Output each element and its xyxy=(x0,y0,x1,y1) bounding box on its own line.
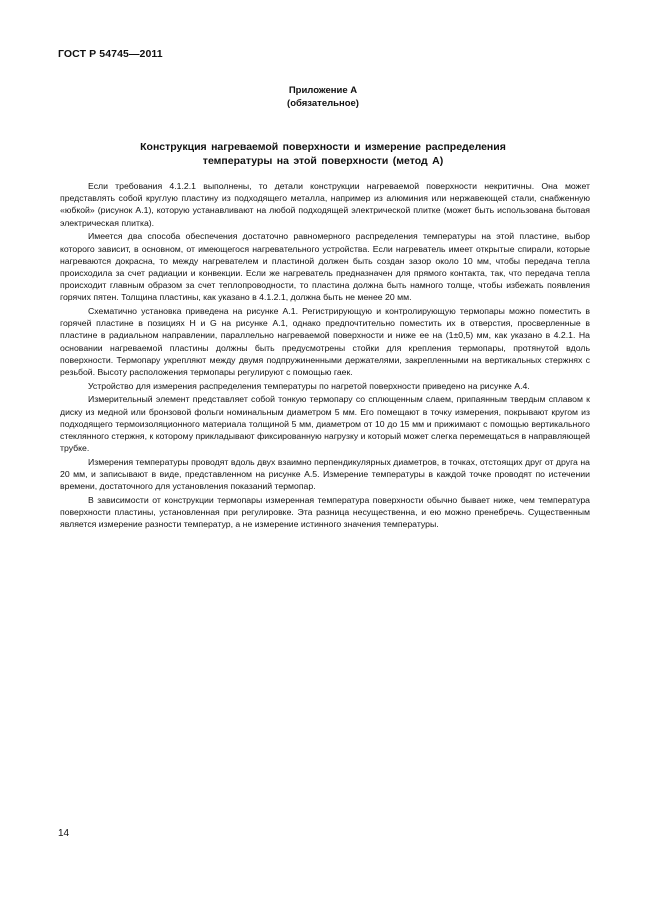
section-title-line-2: температуры на этой поверхности (метод А) xyxy=(202,155,444,167)
paragraph: Устройство для измерения распределения температуры по нагретой поверхности приведено на рисунке А.4. xyxy=(88,380,530,391)
appendix-heading xyxy=(60,85,586,110)
paragraph: Измерительный элемент представляет собой тонкую термопару со сплющенным слаем, припаянным твердым сплавом к диску из медной или бронзовой фольги номинальным диаметром 5 мм. Его помещают в точку измерения, покрывают кругом из подходящего термоизоляционного материала толщиной 5 мм, диаметром от 10 до 15 мм и прижимают с помощью вертикального стеклянного стержня, к которому прикладывают фиксированную нагрузку и который может слегка перемещаться в направляющей трубке. xyxy=(60,394,590,454)
paragraph: В зависимости от конструкции термопары измеренная температура поверхности обычно бывает ниже, чем температура поверхности пластины, установленная при регулировке. Эта разница несущественна, и ею можно пренебречь. Существенным является измерение разности температур, а не измерение истинного значения температуры. xyxy=(60,495,590,530)
appendix-title: Приложение А xyxy=(288,85,358,96)
standard-code: ГОСТ Р 54745—2011 xyxy=(58,48,163,60)
paragraph: Если требования 4.1.2.1 выполнены, то детали конструкции нагреваемой поверхности некритичны. Она может представлять собой круглую пластину из подходящего металла, например из алюминия или нержавеющей стали, снабженную «юбкой» (рисунок А.1), которую устанавливают на любой подходящей электрической плитке (может быть использована бытовая электрическая плитка). xyxy=(60,181,590,228)
page-number: 14 xyxy=(58,828,70,839)
paragraph: Имеется два способа обеспечения достаточно равномерного распределения температуры на этой пластине, выбор которого зависит, в основном, от имеющегося нагревательного устройства. Если нагреватель имеет открытые спирали, которые нагреваются докрасна, то между нагревателем и пластиной должен быть создан зазор около 10 мм, чтобы передача тепла происходила за счет радиации и конвекции. Если же нагреватель предназначен для прямого контакта, так, что передача тепла происходит главным образом за счет теплопроводности, то пластина должна быть намного толще, чтобы избежать появления горячих пятен. Толщина пластины, как указано в 4.1.2.1, должна быть не менее 20 мм. xyxy=(60,231,590,303)
section-title xyxy=(60,140,586,168)
appendix-status: (обязательное) xyxy=(287,97,359,109)
paragraph: Схематично установка приведена на рисунке А.1. Регистрирующую и контролирующую термопары можно поместить в горячей пластине в позициях H и G на рисунке А.1, однако предпочтительно поместить их в отверстия, просверленные в пластине в радиальном направлении, параллельно нагреваемой поверхности и ниже ее на (1±0,5) мм, как указано в 4.2.1. На основании нагреваемой пластины должны быть предусмотрены стойки для крепления термопары, протянутой вдоль поверхности. Термопару укрепляют между двумя подпружиненными держателями, закрепленными на вертикальных стержнях с резьбой. Высоту расположения термопары регулируют с помощью гаек. xyxy=(60,306,590,378)
body-text xyxy=(60,180,590,532)
paragraph: Измерения температуры проводят вдоль двух взаимно перпендикулярных диаметров, в точках, отстоящих друг от друга на 20 мм, и записывают в виде, представленном на рисунке А.5. Измерение температуры в каждой точке проводят по истечении времени, достаточного для установления показаний термопар. xyxy=(60,456,590,492)
section-title-line-1: Конструкция нагреваемой поверхности и измерение распределения xyxy=(140,141,506,153)
